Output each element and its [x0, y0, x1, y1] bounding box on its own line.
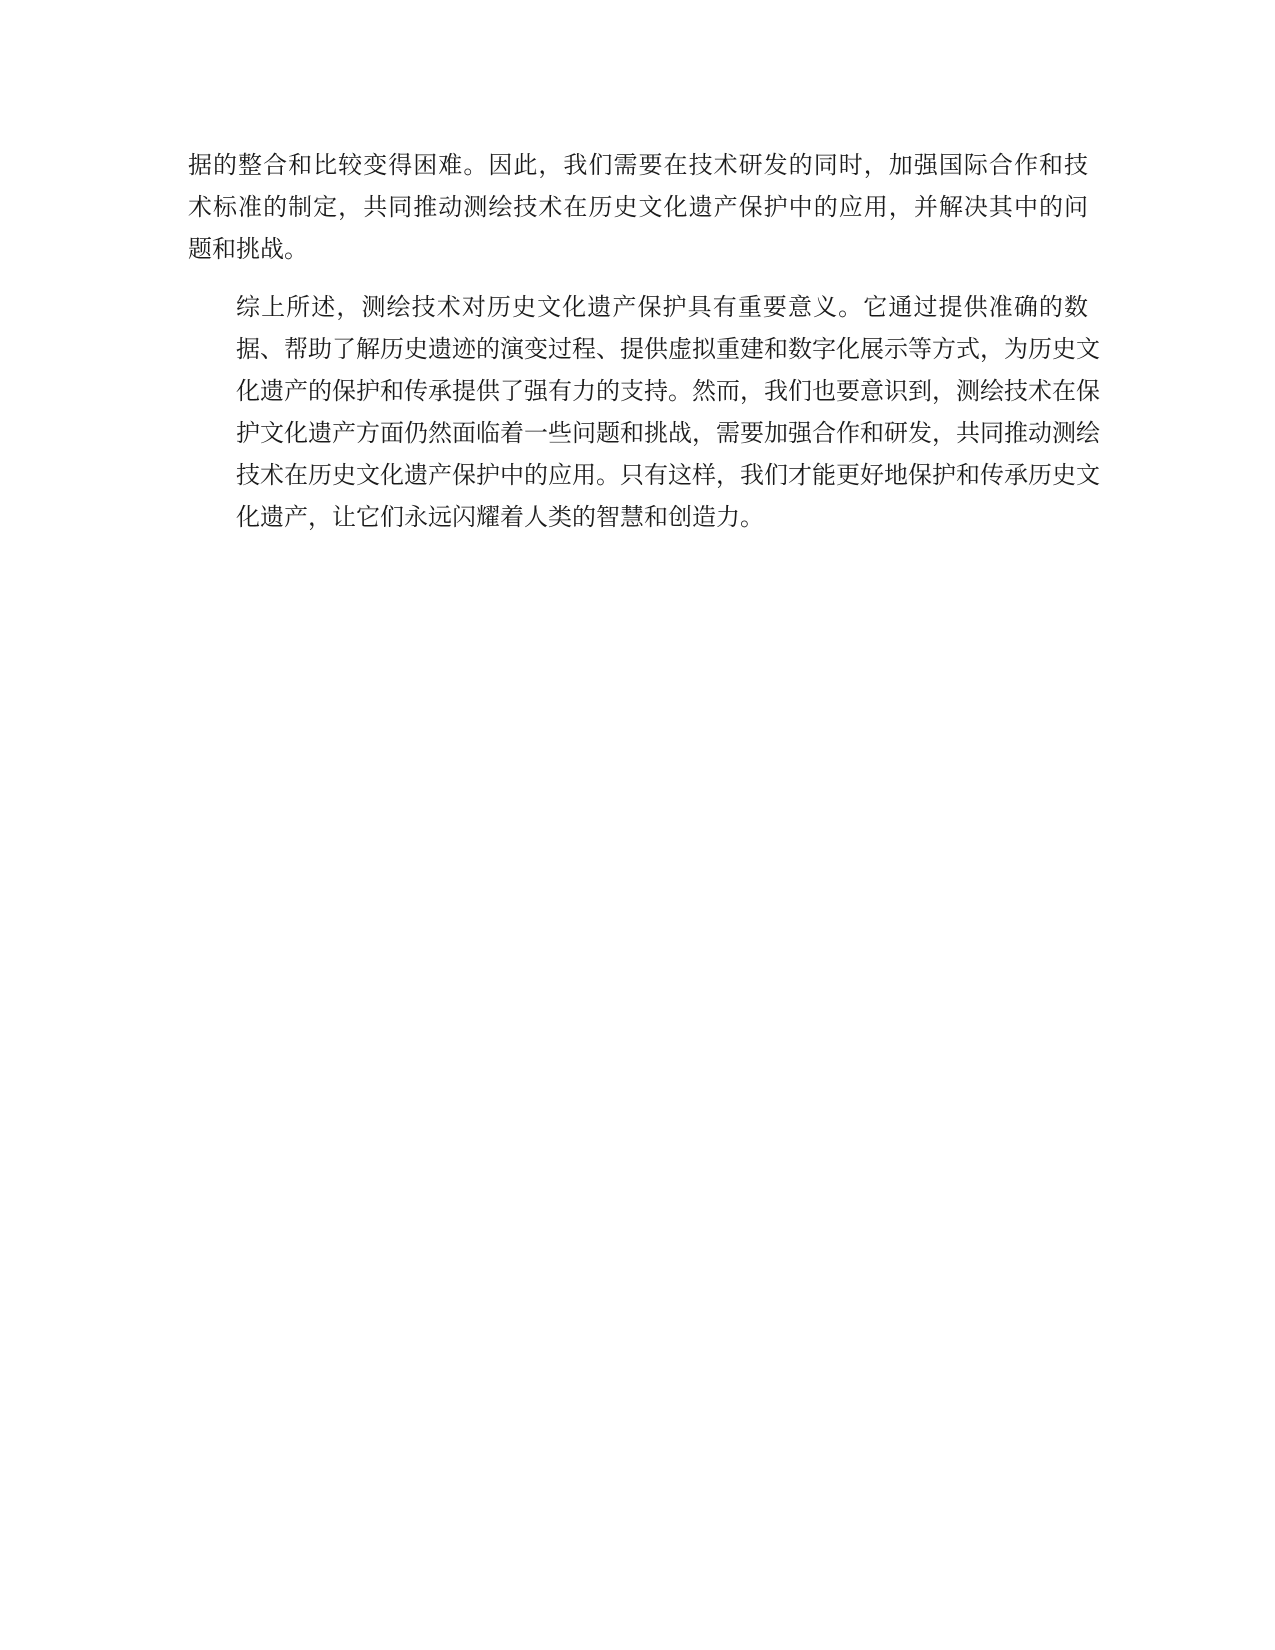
text-line: 题和挑战。: [188, 235, 308, 263]
text-line: 据、帮助了解历史遗迹的演变过程、提供虚拟重建和数字化展示等方式，为历史文: [236, 335, 1100, 363]
text-line: 化遗产，让它们永远闪耀着人类的智慧和创造力。: [236, 503, 764, 531]
paragraph-conclusion: [188, 286, 1100, 538]
text-line: 术标准的制定，共同推动测绘技术在历史文化遗产保护中的应用，并解决其中的问: [188, 193, 1088, 221]
text-line: 技术在历史文化遗产保护中的应用。只有这样，我们才能更好地保护和传承历史文: [236, 461, 1100, 489]
text-line: 据的整合和比较变得困难。因此，我们需要在技术研发的同时，加强国际合作和技: [188, 151, 1088, 179]
document-body: [188, 144, 1100, 538]
paragraph-continued: [188, 144, 1088, 270]
text-line: 综上所述，测绘技术对历史文化遗产保护具有重要意义。它通过提供准确的数: [236, 293, 1088, 321]
text-line: 化遗产的保护和传承提供了强有力的支持。然而，我们也要意识到，测绘技术在保: [236, 377, 1100, 405]
text-line: 护文化遗产方面仍然面临着一些问题和挑战，需要加强合作和研发，共同推动测绘: [236, 419, 1100, 447]
